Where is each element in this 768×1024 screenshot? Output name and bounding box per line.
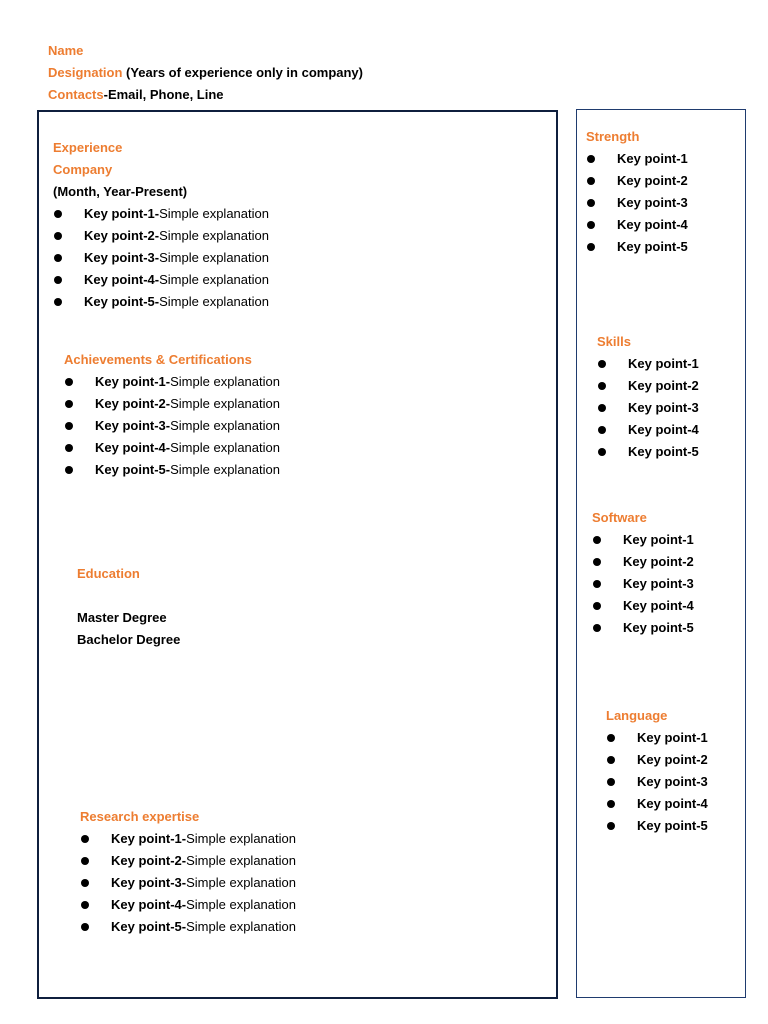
- list-item: [586, 214, 688, 236]
- bullet-icon: [593, 558, 601, 566]
- list-item: [64, 415, 280, 437]
- research-list: [80, 828, 296, 938]
- key-point-text: Simple explanation: [186, 919, 296, 934]
- list-item: [597, 353, 699, 375]
- list-item: [53, 291, 269, 313]
- software-list: [592, 529, 694, 639]
- achievements-title: Achievements & Certifications: [64, 352, 252, 367]
- research-section: [80, 806, 296, 938]
- education-spacer: [77, 585, 180, 607]
- list-item: [64, 393, 280, 415]
- strength-section: [586, 126, 688, 258]
- achievements-section: [64, 349, 280, 481]
- key-point-label: Key point-5-: [95, 462, 171, 477]
- key-point-label: Key point-3-: [95, 418, 171, 433]
- list-item: [606, 793, 708, 815]
- bullet-icon: [81, 923, 89, 931]
- bullet-icon: [54, 276, 62, 284]
- key-point-text: Simple explanation: [159, 272, 269, 287]
- key-point-text: Simple explanation: [170, 440, 280, 455]
- bullet-icon: [65, 444, 73, 452]
- list-item: [586, 170, 688, 192]
- contacts-value: -Email, Phone, Line: [103, 87, 224, 102]
- key-point-label: Key point-1: [628, 356, 699, 371]
- designation-label: Designation: [48, 65, 123, 80]
- key-point-label: Key point-4: [637, 796, 708, 811]
- software-section: [592, 507, 694, 639]
- key-point-label: Key point-3: [617, 195, 688, 210]
- company-name: Company: [53, 162, 113, 177]
- education-section: [77, 563, 180, 651]
- language-list: [606, 727, 708, 837]
- resume-header: [48, 40, 363, 106]
- key-point-label: Key point-5: [623, 620, 694, 635]
- name-line: [48, 40, 363, 62]
- bullet-icon: [54, 210, 62, 218]
- key-point-label: Key point-2-: [111, 853, 187, 868]
- list-item: [592, 529, 694, 551]
- bullet-icon: [65, 422, 73, 430]
- key-point-label: Key point-4: [628, 422, 699, 437]
- key-point-label: Key point-4: [617, 217, 688, 232]
- key-point-text: Simple explanation: [170, 374, 280, 389]
- bullet-icon: [598, 404, 606, 412]
- list-item: [586, 148, 688, 170]
- list-item: [597, 419, 699, 441]
- key-point-label: Key point-4-: [84, 272, 160, 287]
- bullet-icon: [81, 857, 89, 865]
- key-point-label: Key point-2: [623, 554, 694, 569]
- key-point-text: Simple explanation: [186, 875, 296, 890]
- bullet-icon: [593, 536, 601, 544]
- contacts-label: Contacts: [48, 87, 104, 102]
- skills-list: [597, 353, 699, 463]
- key-point-label: Key point-5: [637, 818, 708, 833]
- experience-period: (Month, Year-Present): [53, 184, 188, 199]
- experience-list: [53, 203, 269, 313]
- bullet-icon: [65, 400, 73, 408]
- list-item: [80, 916, 296, 938]
- key-point-label: Key point-2: [628, 378, 699, 393]
- key-point-text: Simple explanation: [186, 897, 296, 912]
- key-point-text: Simple explanation: [170, 418, 280, 433]
- key-point-label: Key point-4-: [95, 440, 171, 455]
- list-item: [53, 225, 269, 247]
- bullet-icon: [81, 879, 89, 887]
- key-point-label: Key point-1: [637, 730, 708, 745]
- key-point-text: Simple explanation: [186, 853, 296, 868]
- list-item: [80, 850, 296, 872]
- list-item: [53, 247, 269, 269]
- skills-title: Skills: [597, 334, 631, 349]
- key-point-text: Simple explanation: [159, 206, 269, 221]
- education-title: Education: [77, 566, 140, 581]
- designation-note: (Years of experience only in company): [122, 65, 363, 80]
- list-item: [53, 269, 269, 291]
- name-label: Name: [48, 43, 84, 58]
- bullet-icon: [81, 835, 89, 843]
- list-item: [592, 617, 694, 639]
- key-point-label: Key point-1-: [84, 206, 160, 221]
- bullet-icon: [587, 177, 595, 185]
- key-point-label: Key point-4: [623, 598, 694, 613]
- list-item: [80, 828, 296, 850]
- key-point-label: Key point-5-: [111, 919, 187, 934]
- bullet-icon: [598, 382, 606, 390]
- key-point-label: Key point-5-: [84, 294, 160, 309]
- key-point-text: Simple explanation: [170, 462, 280, 477]
- bullet-icon: [65, 466, 73, 474]
- list-item: [597, 397, 699, 419]
- bullet-icon: [607, 734, 615, 742]
- bullet-icon: [607, 800, 615, 808]
- achievements-list: [64, 371, 280, 481]
- designation-line: [48, 62, 363, 84]
- bullet-icon: [598, 426, 606, 434]
- bullet-icon: [593, 624, 601, 632]
- contacts-line: [48, 84, 363, 106]
- bullet-icon: [587, 199, 595, 207]
- bullet-icon: [587, 221, 595, 229]
- list-item: [64, 437, 280, 459]
- bullet-icon: [593, 602, 601, 610]
- experience-title: Experience: [53, 140, 123, 155]
- language-title: Language: [606, 708, 668, 723]
- bullet-icon: [593, 580, 601, 588]
- bullet-icon: [65, 378, 73, 386]
- bullet-icon: [607, 756, 615, 764]
- strength-list: [586, 148, 688, 258]
- bullet-icon: [54, 298, 62, 306]
- key-point-label: Key point-1: [617, 151, 688, 166]
- list-item: [586, 192, 688, 214]
- key-point-label: Key point-5: [617, 239, 688, 254]
- key-point-label: Key point-5: [628, 444, 699, 459]
- bullet-icon: [81, 901, 89, 909]
- bullet-icon: [587, 155, 595, 163]
- list-item: [592, 595, 694, 617]
- list-item: [592, 551, 694, 573]
- list-item: [80, 872, 296, 894]
- language-section: [606, 705, 708, 837]
- list-item: [606, 727, 708, 749]
- list-item: [606, 815, 708, 837]
- key-point-label: Key point-3: [637, 774, 708, 789]
- key-point-label: Key point-3: [623, 576, 694, 591]
- research-title: Research expertise: [80, 809, 200, 824]
- key-point-label: Key point-3-: [111, 875, 187, 890]
- key-point-label: Key point-3-: [84, 250, 160, 265]
- key-point-label: Key point-4-: [111, 897, 187, 912]
- key-point-label: Key point-3: [628, 400, 699, 415]
- list-item: [586, 236, 688, 258]
- key-point-label: Key point-2-: [95, 396, 171, 411]
- list-item: [606, 771, 708, 793]
- key-point-text: Simple explanation: [159, 294, 269, 309]
- key-point-text: Simple explanation: [186, 831, 296, 846]
- key-point-label: Key point-1: [623, 532, 694, 547]
- key-point-label: Key point-2-: [84, 228, 160, 243]
- list-item: [597, 441, 699, 463]
- list-item: [592, 573, 694, 595]
- bullet-icon: [598, 360, 606, 368]
- bullet-icon: [607, 822, 615, 830]
- experience-section: [53, 137, 269, 313]
- bullet-icon: [587, 243, 595, 251]
- list-item: [80, 894, 296, 916]
- key-point-text: Simple explanation: [159, 250, 269, 265]
- skills-section: [597, 331, 699, 463]
- bullet-icon: [598, 448, 606, 456]
- list-item: [64, 371, 280, 393]
- key-point-text: Simple explanation: [170, 396, 280, 411]
- key-point-label: Key point-2: [637, 752, 708, 767]
- strength-title: Strength: [586, 129, 640, 144]
- key-point-label: Key point-1-: [95, 374, 171, 389]
- list-item: [606, 749, 708, 771]
- key-point-label: Key point-2: [617, 173, 688, 188]
- degree-master: Master Degree: [77, 610, 167, 625]
- key-point-text: Simple explanation: [159, 228, 269, 243]
- software-title: Software: [592, 510, 647, 525]
- key-point-label: Key point-1-: [111, 831, 187, 846]
- list-item: [597, 375, 699, 397]
- list-item: [64, 459, 280, 481]
- list-item: [53, 203, 269, 225]
- bullet-icon: [54, 254, 62, 262]
- degree-bachelor: Bachelor Degree: [77, 632, 181, 647]
- bullet-icon: [607, 778, 615, 786]
- bullet-icon: [54, 232, 62, 240]
